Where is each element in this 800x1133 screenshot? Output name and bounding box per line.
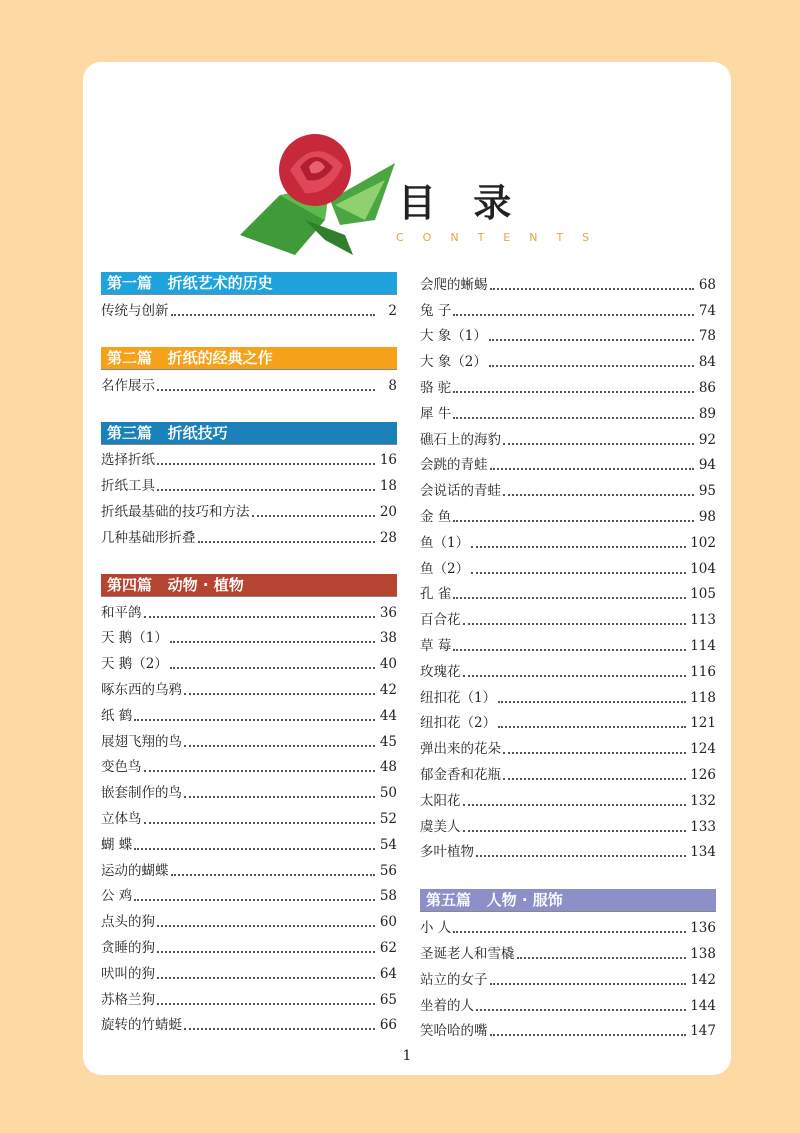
- entry-title: 名作展示: [101, 377, 155, 394]
- dot-leader: [503, 494, 694, 496]
- dot-leader: [489, 339, 694, 341]
- toc-entry[interactable]: [101, 726, 397, 752]
- entry-page: 20: [379, 503, 397, 520]
- entry-page: 113: [690, 612, 716, 629]
- entry-title: 骆 驼: [420, 379, 452, 396]
- entry-title: 变色鸟: [101, 759, 142, 776]
- dot-leader: [453, 417, 694, 419]
- entry-page: 28: [379, 529, 397, 546]
- entry-title: 会跳的青蛙: [420, 457, 488, 474]
- dot-leader: [453, 597, 686, 599]
- toc-entry[interactable]: [101, 803, 397, 829]
- entry-page: 147: [690, 1023, 716, 1040]
- entry-title: 折纸最基础的技巧和方法: [101, 503, 250, 520]
- entry-title: 犀 牛: [420, 405, 452, 422]
- dot-leader: [157, 951, 375, 953]
- entry-title: 笑哈哈的嘴: [420, 1023, 488, 1040]
- entry-page: 116: [690, 663, 716, 680]
- entry-title: 天 鹅（1）: [101, 630, 168, 647]
- dot-leader: [170, 667, 375, 669]
- toc-entry[interactable]: [420, 785, 716, 811]
- dot-leader: [490, 1034, 687, 1036]
- entry-page: 124: [690, 741, 716, 758]
- entry-title: 百合花: [420, 612, 461, 629]
- toc-entry[interactable]: [101, 445, 397, 471]
- toc-entry[interactable]: [101, 881, 397, 907]
- entry-title: 小 人: [420, 920, 452, 937]
- dot-leader: [471, 546, 686, 548]
- entry-title: 立体鸟: [101, 810, 142, 827]
- entry-title: 贪睡的狗: [101, 939, 155, 956]
- entry-page: 42: [379, 681, 397, 698]
- entry-title: 吠叫的狗: [101, 965, 155, 982]
- toc-entry[interactable]: [420, 708, 716, 734]
- dot-leader: [157, 389, 375, 391]
- dot-leader: [476, 1009, 686, 1011]
- dot-leader: [490, 468, 695, 470]
- toc-entry[interactable]: [420, 450, 716, 476]
- toc-entry[interactable]: [420, 990, 716, 1016]
- entry-page: 48: [379, 759, 397, 776]
- entry-title: 金 鱼: [420, 508, 452, 525]
- entry-title: 纸 鹤: [101, 707, 133, 724]
- toc-entry[interactable]: [101, 932, 397, 958]
- entry-title: 鱼（2）: [420, 560, 470, 577]
- toc-entry[interactable]: [420, 682, 716, 708]
- toc-entry[interactable]: [420, 912, 716, 938]
- entry-page: 36: [379, 604, 397, 621]
- dot-leader: [453, 314, 694, 316]
- page-title: 目 录: [398, 180, 524, 225]
- dot-leader: [157, 1003, 375, 1005]
- entry-title: 大 象（2）: [420, 354, 487, 371]
- dot-leader: [134, 899, 375, 901]
- toc-entry[interactable]: [420, 321, 716, 347]
- entry-title: 纽扣花（2）: [420, 715, 497, 732]
- dot-leader: [144, 822, 376, 824]
- toc-entry[interactable]: [420, 346, 716, 372]
- entry-title: 郁金香和花瓶: [420, 766, 501, 783]
- toc-entry[interactable]: [101, 648, 397, 674]
- dot-leader: [453, 649, 686, 651]
- dot-leader: [184, 693, 375, 695]
- entry-title: 兔 子: [420, 302, 452, 319]
- entry-title: 展翅飞翔的鸟: [101, 733, 182, 750]
- entry-title: 大 象（1）: [420, 328, 487, 345]
- entry-page: 64: [379, 965, 397, 982]
- entry-page: 68: [698, 276, 716, 293]
- entry-page: 56: [379, 862, 397, 879]
- toc-entry[interactable]: [420, 733, 716, 759]
- toc-entry[interactable]: [420, 938, 716, 964]
- dot-leader: [471, 572, 686, 574]
- entry-title: 公 鸡: [101, 888, 133, 905]
- entry-page: 138: [690, 945, 716, 962]
- entry-page: 78: [698, 328, 716, 345]
- entry-page: 84: [698, 354, 716, 371]
- entry-title: 啄东西的乌鸦: [101, 681, 182, 698]
- entry-page: 134: [690, 844, 716, 861]
- entry-page: 95: [698, 483, 716, 500]
- entry-title: 草 莓: [420, 637, 452, 654]
- entry-page: 65: [379, 991, 397, 1008]
- entry-title: 弹出来的花朵: [420, 741, 501, 758]
- entry-title: 虞美人: [420, 818, 461, 835]
- toc-entry[interactable]: [420, 837, 716, 863]
- dot-leader: [157, 977, 375, 979]
- toc-entry[interactable]: [420, 656, 716, 682]
- entry-title: 和平鸽: [101, 604, 142, 621]
- entry-page: 45: [379, 733, 397, 750]
- entry-page: 60: [379, 914, 397, 931]
- entry-page: 58: [379, 888, 397, 905]
- toc-entry[interactable]: [420, 1016, 716, 1042]
- dot-leader: [490, 288, 695, 290]
- dot-leader: [503, 752, 686, 754]
- entry-title: 折纸工具: [101, 478, 155, 495]
- dot-leader: [498, 701, 686, 703]
- entry-title: 蝴 蝶: [101, 836, 133, 853]
- dot-leader: [489, 365, 694, 367]
- entry-title: 孔 雀: [420, 586, 452, 603]
- dot-leader: [453, 931, 686, 933]
- entry-title: 运动的蝴蝶: [101, 862, 169, 879]
- toc-entry[interactable]: [101, 855, 397, 881]
- entry-page: 38: [379, 630, 397, 647]
- entry-title: 点头的狗: [101, 914, 155, 931]
- toc-entry[interactable]: [101, 700, 397, 726]
- entry-page: 44: [379, 707, 397, 724]
- entry-page: 52: [379, 810, 397, 827]
- entry-title: 纽扣花（1）: [420, 689, 497, 706]
- toc-entry[interactable]: [420, 553, 716, 579]
- entry-page: 132: [690, 792, 716, 809]
- entry-page: 114: [690, 637, 716, 654]
- dot-leader: [463, 830, 687, 832]
- entry-title: 几种基础形折叠: [101, 529, 196, 546]
- entry-page: 89: [698, 405, 716, 422]
- entry-title: 选择折纸: [101, 452, 155, 469]
- dot-leader: [144, 770, 376, 772]
- dot-leader: [463, 675, 687, 677]
- toc-entry[interactable]: [420, 372, 716, 398]
- dot-leader: [184, 1028, 375, 1030]
- section-header-2: 第二篇 折纸的经典之作: [101, 347, 397, 370]
- toc-entry[interactable]: [420, 579, 716, 605]
- entry-title: 站立的女子: [420, 971, 488, 988]
- entry-title: 礁石上的海豹: [420, 431, 501, 448]
- section-header-3: 第三篇 折纸技巧: [101, 422, 397, 445]
- entry-page: 74: [698, 302, 716, 319]
- toc-entry[interactable]: [101, 958, 397, 984]
- entry-title: 传统与创新: [101, 302, 169, 319]
- dot-leader: [184, 796, 375, 798]
- toc-entry[interactable]: [101, 1010, 397, 1036]
- entry-page: 54: [379, 836, 397, 853]
- entry-page: 16: [379, 452, 397, 469]
- toc-entry[interactable]: [101, 752, 397, 778]
- entry-title: 玫瑰花: [420, 663, 461, 680]
- toc-left-column: [101, 272, 397, 1035]
- toc-entry[interactable]: [101, 370, 397, 396]
- toc-entry[interactable]: [101, 829, 397, 855]
- dot-leader: [157, 925, 375, 927]
- dot-leader: [476, 855, 686, 857]
- dot-leader: [184, 745, 375, 747]
- toc-entry[interactable]: [420, 964, 716, 990]
- dot-leader: [198, 541, 376, 543]
- section-header-4: 第四篇 动物 · 植物: [101, 574, 397, 597]
- entry-page: 144: [690, 997, 716, 1014]
- toc-entry[interactable]: [101, 597, 397, 623]
- entry-page: 66: [379, 1017, 397, 1034]
- entry-page: 62: [379, 939, 397, 956]
- entry-page: 142: [690, 971, 716, 988]
- entry-page: 18: [379, 478, 397, 495]
- toc-entry[interactable]: [101, 295, 397, 321]
- dot-leader: [171, 314, 376, 316]
- toc-entry[interactable]: [420, 501, 716, 527]
- entry-title: 天 鹅（2）: [101, 656, 168, 673]
- entry-page: 105: [690, 586, 716, 603]
- entry-page: 126: [690, 766, 716, 783]
- entry-page: 92: [698, 431, 716, 448]
- page-subtitle: CONTENTS: [396, 231, 609, 244]
- dot-leader: [171, 874, 376, 876]
- dot-leader: [157, 463, 375, 465]
- toc-entry[interactable]: [101, 470, 397, 496]
- entry-page: 98: [698, 508, 716, 525]
- toc-entry[interactable]: [420, 295, 716, 321]
- toc-entry[interactable]: [420, 424, 716, 450]
- entry-page: 94: [698, 457, 716, 474]
- entry-page: 118: [690, 689, 716, 706]
- entry-title: 会说话的青蛙: [420, 483, 501, 500]
- toc-entry[interactable]: [420, 759, 716, 785]
- toc-entry[interactable]: [420, 811, 716, 837]
- entry-page: 8: [388, 377, 397, 394]
- toc-entry[interactable]: [101, 522, 397, 548]
- dot-leader: [170, 641, 375, 643]
- toc-right-column: [420, 269, 716, 1041]
- dot-leader: [463, 804, 687, 806]
- dot-leader: [517, 957, 687, 959]
- entry-title: 太阳花: [420, 792, 461, 809]
- entry-title: 会爬的蜥蜴: [420, 276, 488, 293]
- entry-page: 86: [698, 379, 716, 396]
- entry-title: 坐着的人: [420, 997, 474, 1014]
- entry-page: 2: [388, 302, 397, 319]
- dot-leader: [252, 515, 376, 517]
- entry-page: 136: [690, 920, 716, 937]
- dot-leader: [503, 778, 686, 780]
- origami-rose-image: [235, 125, 400, 265]
- toc-entry[interactable]: [420, 475, 716, 501]
- toc-entry[interactable]: [101, 906, 397, 932]
- toc-entry[interactable]: [420, 604, 716, 630]
- page-number: 1: [402, 1048, 412, 1064]
- entry-page: 121: [690, 715, 716, 732]
- toc-entry[interactable]: [420, 269, 716, 295]
- toc-entry[interactable]: [101, 623, 397, 649]
- entry-page: 102: [690, 534, 716, 551]
- entry-title: 鱼（1）: [420, 534, 470, 551]
- entry-page: 104: [690, 560, 716, 577]
- section-header-1: 第一篇 折纸艺术的历史: [101, 272, 397, 295]
- entry-page: 50: [379, 785, 397, 802]
- entry-title: 多叶植物: [420, 844, 474, 861]
- entry-title: 嵌套制作的鸟: [101, 785, 182, 802]
- dot-leader: [503, 443, 694, 445]
- dot-leader: [134, 719, 375, 721]
- entry-title: 圣诞老人和雪橇: [420, 945, 515, 962]
- toc-entry[interactable]: [420, 527, 716, 553]
- dot-leader: [134, 848, 375, 850]
- toc-entry[interactable]: [101, 777, 397, 803]
- entry-page: 133: [690, 818, 716, 835]
- toc-entry[interactable]: [101, 496, 397, 522]
- dot-leader: [144, 616, 376, 618]
- section-header-5: 第五篇 人物 · 服饰: [420, 889, 716, 912]
- toc-entry[interactable]: [101, 674, 397, 700]
- entry-page: 40: [379, 656, 397, 673]
- dot-leader: [453, 520, 694, 522]
- dot-leader: [157, 489, 375, 491]
- toc-entry[interactable]: [420, 398, 716, 424]
- dot-leader: [498, 726, 686, 728]
- entry-title: 旋转的竹蜻蜓: [101, 1017, 182, 1034]
- entry-title: 苏格兰狗: [101, 991, 155, 1008]
- dot-leader: [453, 391, 694, 393]
- toc-entry[interactable]: [420, 630, 716, 656]
- toc-entry[interactable]: [101, 984, 397, 1010]
- dot-leader: [463, 623, 687, 625]
- dot-leader: [490, 983, 687, 985]
